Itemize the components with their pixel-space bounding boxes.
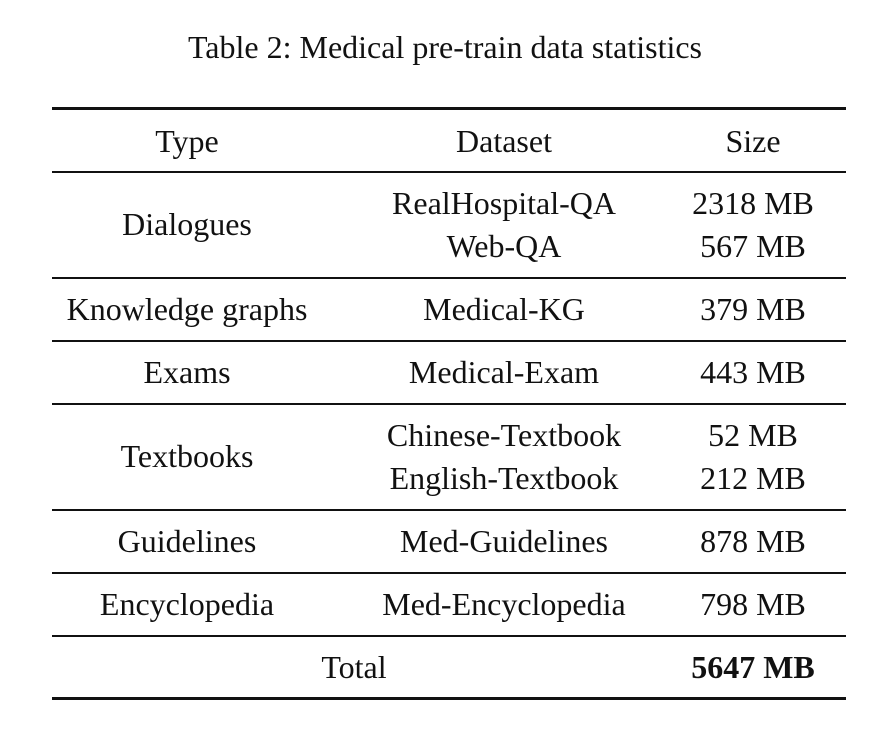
header-size: Size (725, 123, 781, 159)
group-rule (52, 340, 846, 342)
header-rule (52, 171, 846, 173)
dataset-cell: RealHospital-QA (392, 185, 616, 221)
header-dataset: Dataset (456, 123, 552, 159)
total-label: Total (321, 649, 387, 685)
total-rule (52, 635, 846, 637)
dataset-cell: English-Textbook (389, 460, 619, 496)
type-cell: Knowledge graphs (66, 291, 308, 327)
group-rule (52, 509, 846, 511)
dataset-cell: Medical-KG (423, 291, 585, 327)
size-cell: 52 MB (708, 417, 798, 453)
size-cell: 2318 MB (692, 185, 814, 221)
header-type: Type (155, 123, 219, 159)
total-size: 5647 MB (691, 649, 815, 685)
type-cell: Guidelines (117, 523, 257, 559)
size-cell: 878 MB (700, 523, 806, 559)
dataset-cell: Web-QA (446, 228, 562, 264)
group-rule (52, 403, 846, 405)
size-cell: 379 MB (700, 291, 806, 327)
dataset-cell: Medical-Exam (408, 354, 600, 390)
size-cell: 443 MB (700, 354, 806, 390)
size-cell: 798 MB (700, 586, 806, 622)
table-caption: Table 2: Medical pre-train data statistics (187, 29, 702, 65)
group-rule (52, 572, 846, 574)
dataset-cell: Chinese-Textbook (386, 417, 622, 453)
table-top-rule (52, 107, 846, 110)
type-cell: Encyclopedia (99, 586, 275, 622)
dataset-cell: Med-Encyclopedia (382, 586, 626, 622)
size-cell: 212 MB (700, 460, 806, 496)
dataset-cell: Med-Guidelines (400, 523, 608, 559)
group-rule (52, 277, 846, 279)
type-cell: Exams (143, 354, 231, 390)
type-cell: Textbooks (120, 438, 254, 474)
size-cell: 567 MB (700, 228, 806, 264)
type-cell: Dialogues (122, 206, 252, 242)
table-bottom-rule (52, 697, 846, 700)
